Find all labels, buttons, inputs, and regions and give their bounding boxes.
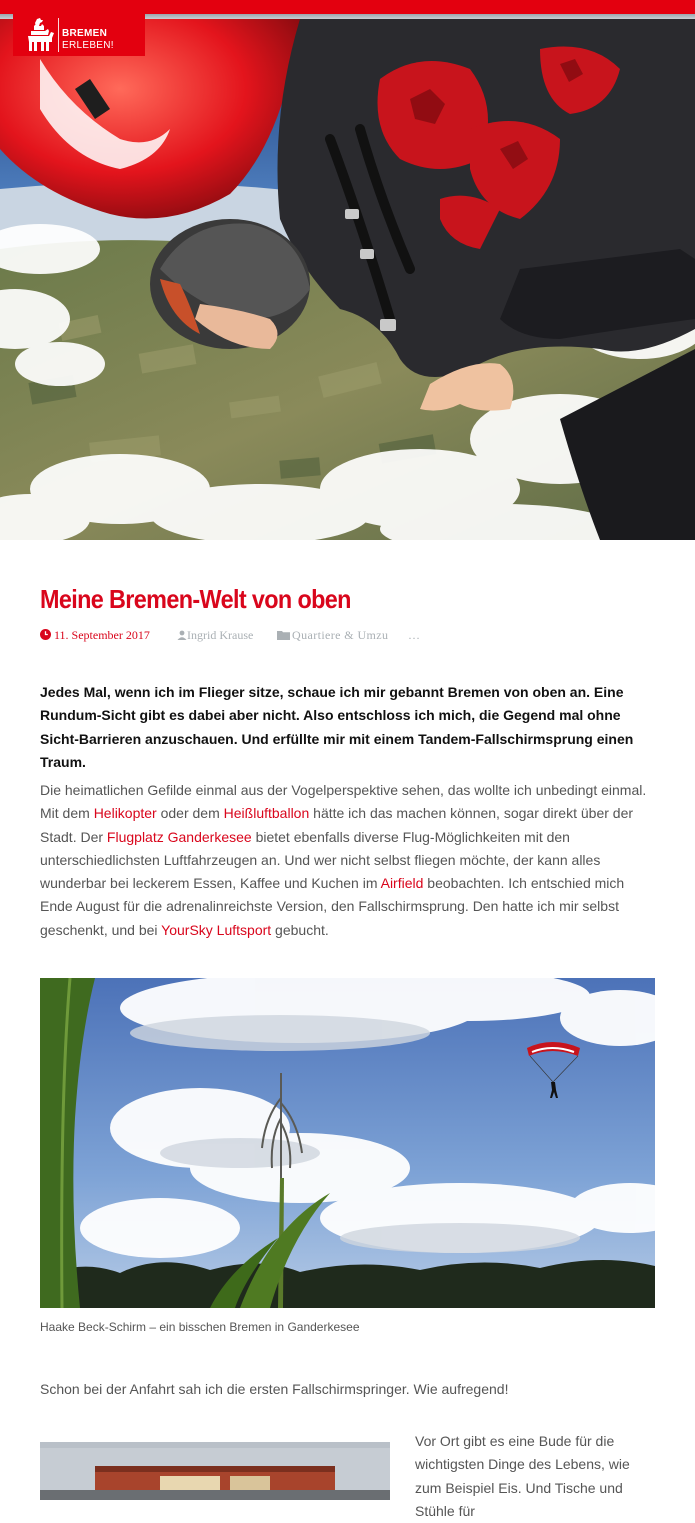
article-author-text: Ingrid Krause	[187, 628, 254, 642]
para1-text: hätte ich das machen können, sogar direkt über der Stadt. Der	[40, 805, 634, 845]
link-airfield[interactable]: Airfield	[380, 875, 424, 892]
town-musicians-icon	[23, 17, 55, 53]
clock-icon	[40, 629, 51, 640]
article-paragraph-1	[40, 779, 655, 942]
article-photo-parachute	[40, 978, 655, 1308]
top-bar	[0, 0, 695, 14]
para1-text: gebucht.	[271, 921, 329, 938]
article-date-text: 11. September 2017	[54, 628, 150, 642]
article-date	[40, 627, 150, 643]
link-yoursky-luftsport[interactable]: YourSky Luftsport	[161, 921, 272, 938]
article-title: Meine Bremen-Welt von oben	[40, 584, 351, 614]
hero-image	[0, 19, 695, 540]
article-photo-kiosk	[40, 1442, 390, 1500]
link-flugplatz-ganderkesee[interactable]: Flugplatz Ganderkesee	[106, 828, 252, 845]
user-icon	[177, 630, 187, 640]
logo-text-erleben: ERLEBEN!	[62, 40, 114, 51]
folder-icon	[277, 630, 290, 640]
article-meta-more[interactable]: …	[408, 628, 420, 642]
brand-logo[interactable]	[13, 14, 145, 56]
article-meta	[40, 627, 655, 643]
para1-text: Die heimatlichen Gefilde einmal aus der Vogelperspektive sehen, das wollte ich unbedingt einmal. Mit dem	[40, 782, 647, 822]
photo-caption: Haake Beck-Schirm – ein bisschen Bremen in Ganderkesee	[40, 1320, 360, 1334]
logo-divider	[58, 18, 59, 52]
link-heissluftballon[interactable]: Heißluftballon	[223, 805, 310, 822]
article-paragraph-2: Schon bei der Anfahrt sah ich die ersten Fallschirmspringer. Wie aufregend!	[40, 1381, 509, 1397]
article-category-text: Quartiere & Umzu	[292, 628, 389, 642]
article-category[interactable]	[277, 627, 388, 643]
para1-text: beobachten. Ich entschied mich Ende August für die adrenalinreichste Version, den Fallschirmsprung. Den hatte ich mir selbst geschenkt, und bei	[40, 875, 625, 938]
article-paragraph-3: Vor Ort gibt es eine Bude für die wichtigsten Dinge des Lebens, wie zum Beispiel Eis. Und Tische und Stühle für	[415, 1433, 630, 1519]
para1-text: bietet ebenfalls diverse Flug-Möglichkeiten mit den unterschiedlichsten Luftfahrzeugen an. Und wer nicht selbst fliegen möchte, der kann alles wunderbar bei leckerem Essen, Kaffee und Kuchen im	[40, 828, 601, 892]
link-helikopter[interactable]: Helikopter	[93, 805, 157, 822]
article-author[interactable]	[177, 627, 253, 643]
para1-text: oder dem	[156, 805, 224, 822]
article-lead: Jedes Mal, wenn ich im Flieger sitze, schaue ich mir gebannt Bremen von oben an. Eine Rundum-Sicht gibt es dabei aber nicht. Also entschloss ich mich, die Gegend mal ohne Sicht-Barrieren anzuschauen. Und erfüllte mir mit einem Tandem-Fallschirmsprung einen Traum.	[40, 684, 634, 770]
logo-text-bremen: BREMEN	[62, 28, 108, 39]
